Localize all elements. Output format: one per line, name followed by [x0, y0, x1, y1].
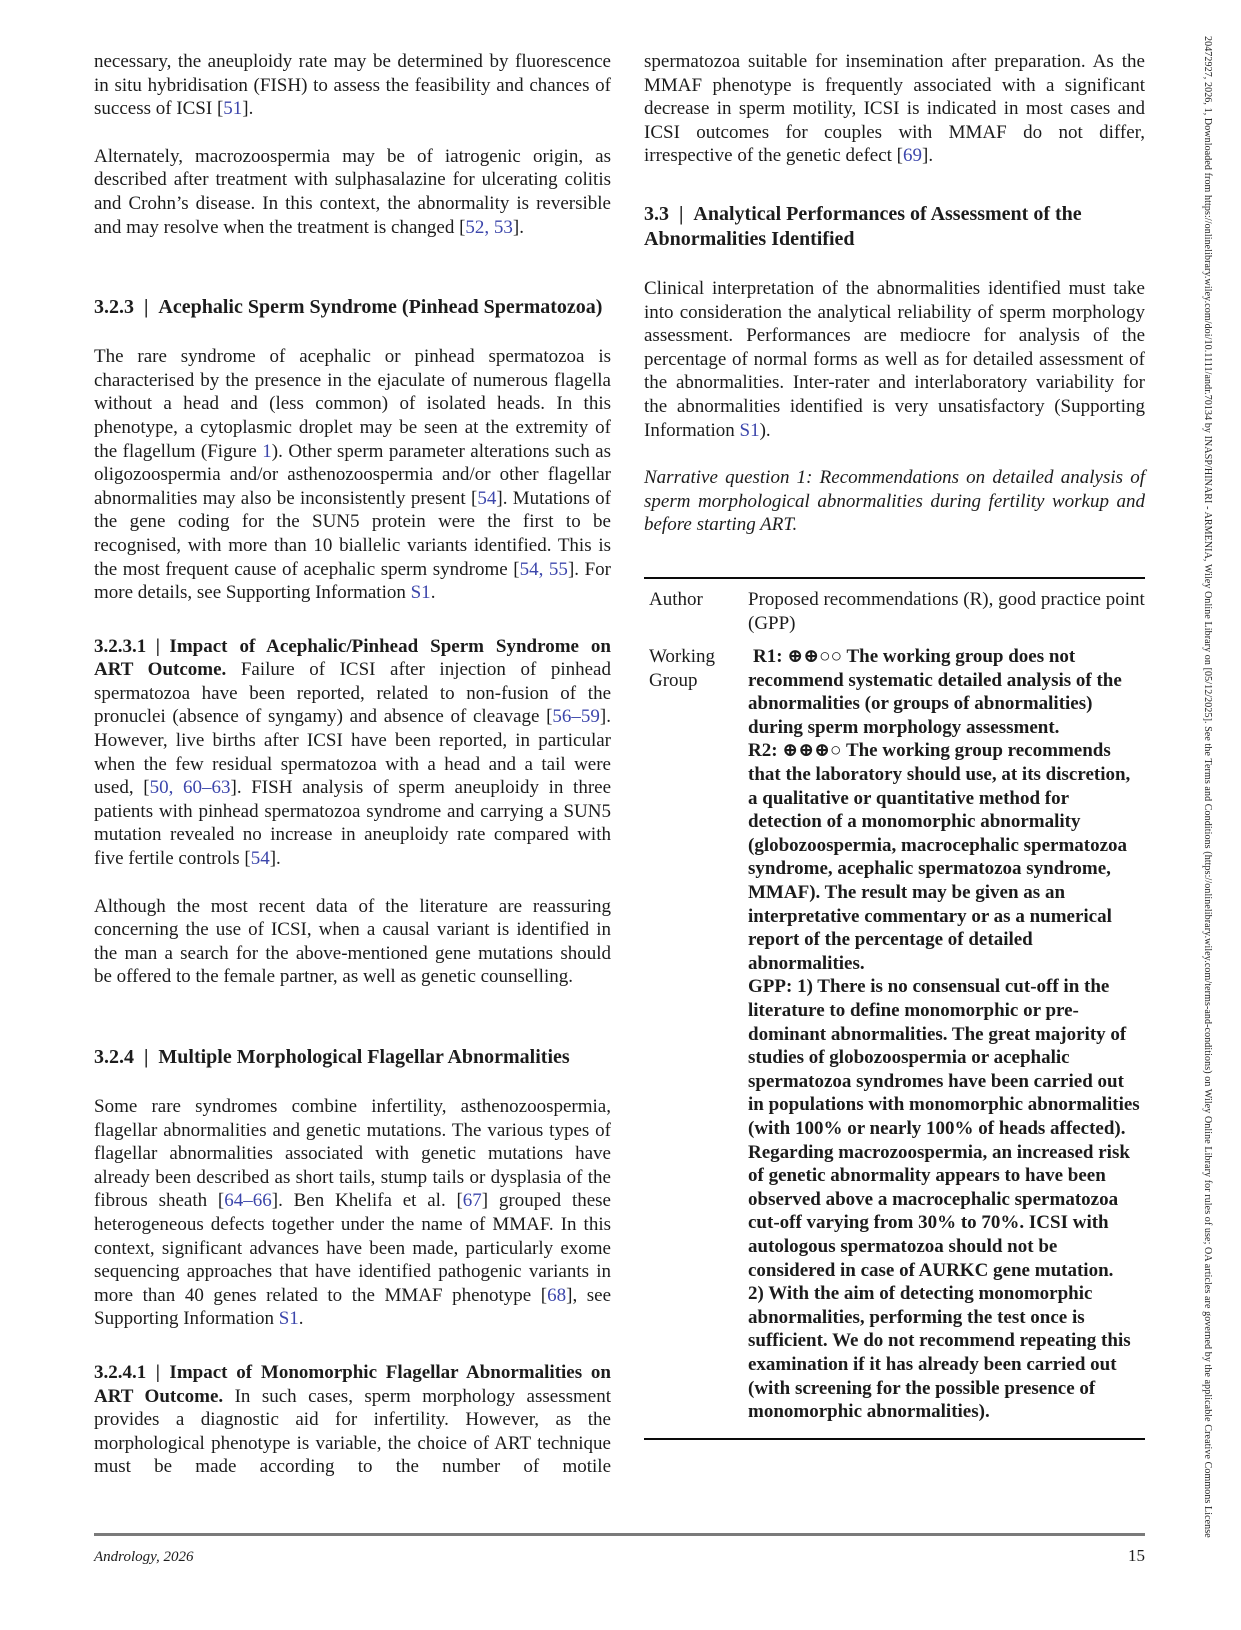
citation-link[interactable]: 56–59: [552, 706, 600, 728]
text-run: ]. However, live births after ICSI have been reported, in particular when the few residual spermatozoa with a head and a tail were used, [: [94, 706, 611, 799]
footer-rule: [94, 1533, 1145, 1536]
text-run: ]. For more details, see Supporting Information: [94, 558, 611, 604]
journal-name: Andrology, 2026: [94, 1549, 194, 1565]
text-run: ].: [512, 216, 524, 238]
paragraph: [94, 635, 611, 871]
text-run: ]. FISH analysis of sperm aneuploidy in three patients with pinhead spermatozoa syndrome and carrying a SUN5 mutation revealed no increase in aneuploidy rate compared with five fertile controls [: [94, 777, 612, 870]
text-run: The rare syndrome of acephalic or pinhead spermatozoa is characterised by the presence in the ejaculate of numerous flagella without a head and (less common) of isolated heads. In this phenotype, a cytoplasmic droplet may be seen at the extremity of the flagellum (Figure: [94, 346, 611, 462]
recommendations-table: [644, 577, 1145, 1440]
text-run: .: [298, 1308, 304, 1330]
recommendation-paragraph: 2) With the aim of detecting monomorphic abnormalities, performing the test once is sufficient. We do not recommend repeating this examination if it has already been carried out (with screening for the possible presence of monomorphic abnormalities).: [748, 1283, 1131, 1423]
section-heading: [644, 202, 1145, 252]
text-run: ).: [759, 419, 771, 441]
page-number: 15: [1128, 1546, 1145, 1565]
paragraph: [94, 1095, 611, 1331]
runin-heading: 3.2.4.1 | Impact of Monomorphic Flagellar Abnormalities on ART Outcome.: [94, 1361, 611, 1407]
text-run: spermatozoa suitable for insemination after preparation. As the MMAF phenotype is frequently associated with a significant decrease in sperm motility, ICSI is indicated in most cases and ICSI outcomes for couples with MMAF do not differ, irrespective of the genetic defect [: [644, 51, 1145, 167]
recommendation-paragraph: GPP: 1) There is no consensual cut-off in the literature to define monomorphic or pre-dominant abnormalities. The great majority of studies of globozoospermia or acephalic spermatozoa syndromes have been carried out in populations with monomorphic abnormalities (with 100% or nearly 100% of heads affected). Regarding macrozoospermia, an increased risk of genetic abnormality appears to have been observed above a macrocephalic spermatozoa cut-off varying from 30% to 70%. ICSI with autologous spermatozoa should not be considered in case of AURKC gene mutation.: [748, 976, 1140, 1281]
text-run: ] grouped these heterogeneous defects together under the name of MMAF. In this context, significant advances have been made, particularly exome sequencing approaches that have identified pathogenic variants in more than 40 genes related to the MMAF phenotype [: [94, 1190, 611, 1306]
runin-heading: 3.2.3.1 | Impact of Acephalic/Pinhead Sperm Syndrome on ART Outcome.: [94, 635, 611, 681]
text-run: ], see Supporting Information: [94, 1284, 612, 1330]
text-run: In such cases, sperm morphology assessment provides a diagnostic aid for infertility. However, as the morphological phenotype is variable, the choice of ART technique must be made according to the number of motile: [94, 1385, 611, 1478]
table-header-author: Author: [649, 588, 703, 610]
citation-link[interactable]: 67: [462, 1190, 482, 1212]
text-run: Some rare syndromes combine infertility, asthenozoospermia, flagellar abnormalities and genetic mutations. The various types of flagellar abnormalities associated with genetic mutations have already been described as short tails, stump tails or dysplasia of the fibrous sheath [: [94, 1096, 611, 1212]
citation-link[interactable]: 64–66: [224, 1190, 272, 1212]
right-column: [644, 50, 1145, 1440]
paragraph: [94, 345, 611, 605]
text-run: ].: [242, 98, 254, 120]
recommendation-paragraph: R2: ⊕⊕⊕○ The working group recommends that the laboratory should use, at its discretion, a qualitative or quantitative method for detection of a monomorphic abnormality (globozoospermia, macrocephalic spermatozoa syndrome, acephalic spermatozoa syndrome, MMAF). The result may be given as an interpretative commentary or as a numerical report of the percentage of detailed abnormalities.: [748, 740, 1131, 974]
paragraph: [94, 50, 611, 121]
paragraph: [644, 50, 1145, 168]
text-run: Alternately, macrozoospermia may be of iatrogenic origin, as described after treatment with sulphasalazine for ulcerating colitis and Crohn’s disease. In this context, the abnormality is reversible and may resolve when the treatment is changed [: [94, 145, 611, 238]
paragraph: [94, 1361, 611, 1479]
text-run: ). Other sperm parameter alterations such as oligozoospermia and/or asthenozoospermia and/or other flagellar abnormalities may also be inconsistently present [: [94, 440, 611, 509]
table-header-recommendations: Proposed recommendations (R), good practice point (GPP): [748, 588, 1145, 634]
narrative-question: [644, 466, 1145, 537]
citation-link[interactable]: 54: [477, 487, 497, 509]
table-row: [644, 640, 1145, 1438]
left-column: [94, 50, 611, 1503]
license-sidebar-text: 20472927, 2026, 1, Downloaded from https://onlinelibrary.wiley.com/doi/10.1111/andr.70134 by INASP/HINARI - ARMENIA, Wiley Online Library on [05/12/2025]. See the Terms and Conditions (https://onlinelibrary.wiley.com/terms-and-conditions) on Wiley Online Library for rules of use; OA articles are governed by the applicable Creative Commons License: [1202, 36, 1213, 1538]
table-cell-recommendations: [748, 640, 1145, 1438]
citation-link[interactable]: 52, 53: [465, 216, 513, 238]
citation-link[interactable]: 54: [250, 848, 270, 870]
citation-link[interactable]: 54, 55: [519, 558, 568, 580]
text-run: Narrative question 1: Recommendations on detailed analysis of sperm morphological abnormalities during fertility workup and before starting ART.: [644, 467, 1145, 536]
text-run: Clinical interpretation of the abnormalities identified must take into consideration the analytical reliability of sperm morphology assessment. Performances are mediocre for analysis of the percentage of normal forms as well as for detailed assessment of the abnormalities. Inter-rater and interlaboratory variability for the abnormalities identified is very unsatisfactory (Supporting Information: [644, 277, 1145, 441]
table-header-row: [644, 579, 1145, 640]
paragraph: [94, 895, 611, 989]
text-run: Failure of ICSI after injection of pinhead spermatozoa have been reported, related to non-fusion of the pronuclei (absence of syngamy) and absence of cleavage [: [94, 659, 611, 728]
text-run: ]. Ben Khelifa et al. [: [271, 1190, 463, 1212]
citation-link[interactable]: 69: [903, 145, 922, 167]
section-heading: [94, 295, 611, 320]
citation-link[interactable]: 51: [223, 98, 243, 120]
citation-link[interactable]: 68: [547, 1284, 567, 1306]
text-run: necessary, the aneuploidy rate may be determined by fluorescence in situ hybridisation (FISH) to assess the feasibility and chances of success of ICSI [: [94, 51, 611, 120]
text-run: 3.3 | Analytical Performances of Assessment of the Abnormalities Identified: [644, 202, 1082, 250]
citation-link[interactable]: 1: [262, 440, 272, 462]
text-run: 3.2.4 | Multiple Morphological Flagellar Abnormalities: [94, 1046, 570, 1068]
citation-link[interactable]: 50, 60–63: [149, 777, 231, 799]
section-heading: [94, 1045, 611, 1070]
text-run: ].: [922, 145, 934, 167]
text-run: ].: [269, 848, 281, 870]
citation-link[interactable]: S1: [739, 419, 760, 441]
text-run: .: [430, 582, 436, 604]
text-run: Although the most recent data of the literature are reassuring concerning the use of ICSI, when a causal variant is identified in the man a search for the above-mentioned gene mutations should be offered to the female partner, as well as genetic counselling.: [94, 895, 611, 988]
table-cell-author: Working Group: [649, 646, 716, 691]
text-run: 3.2.3 | Acephalic Sperm Syndrome (Pinhead Spermatozoa): [94, 296, 603, 319]
right-column-text: [644, 50, 1145, 537]
text-run: ]. Mutations of the gene coding for the SUN5 protein were the first to be recognised, with more than 10 biallelic variants identified. This is the most frequent cause of acephalic sperm syndrome [: [94, 487, 611, 580]
citation-link[interactable]: S1: [278, 1308, 299, 1330]
recommendation-paragraph: R1: ⊕⊕○○ The working group does not recommend systematic detailed analysis of the abnormalities (or groups of abnormalities) during sperm morphology assessment.: [748, 646, 1122, 738]
citation-link[interactable]: S1: [410, 582, 431, 604]
paragraph: [94, 145, 611, 239]
paragraph: [644, 277, 1145, 442]
